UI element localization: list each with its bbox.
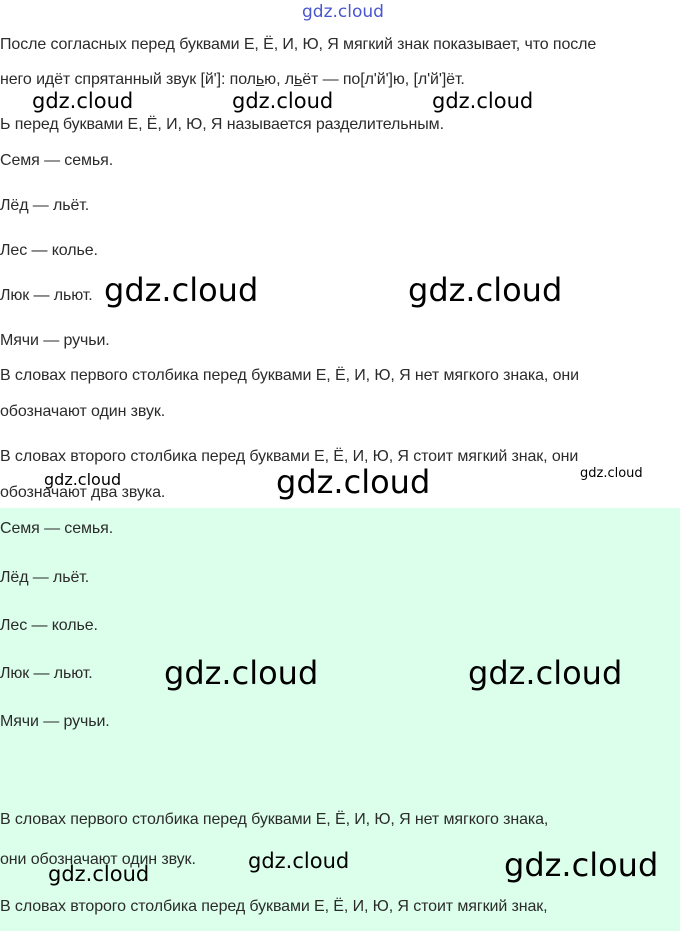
intro-text-b: ю, л [264, 71, 294, 88]
watermark: gdz.cloud [232, 89, 334, 113]
word-pair: Лес — колье. [0, 242, 98, 259]
intro-paragraph-line-3: Ь перед буквами Е, Ё, И, Ю, Я называется разделительным. [0, 116, 444, 133]
conclusion-second-line-2: обозначают два звука. [0, 484, 166, 501]
watermark-top: gdz.cloud [302, 2, 384, 22]
word-pair: Семя — семья. [0, 152, 114, 169]
answer-word-pair: Лёд — льёт. [0, 569, 90, 586]
answer-word-pair: Люк — льют. [0, 665, 93, 682]
watermark: gdz.cloud [164, 654, 319, 692]
word-pair: Мячи — ручьи. [0, 332, 110, 349]
intro-text-c: ёт — по[л'й']ю, [л'й']ёт. [302, 71, 465, 88]
watermark: gdz.cloud [32, 89, 134, 113]
watermark: gdz.cloud [468, 654, 623, 692]
answer-word-pair: Лес — колье. [0, 617, 98, 634]
conclusion-first-line-1: В словах первого столбика перед буквами Е, Ё, И, Ю, Я нет мягкого знака, они [0, 367, 579, 384]
conclusion-first-line-2: обозначают один звук. [0, 403, 166, 420]
underlined-soft-sign: ь [294, 71, 303, 88]
answer-first-line-1: В словах первого столбика перед буквами Е, Ё, И, Ю, Я нет мягкого знака, [0, 811, 549, 828]
watermark: gdz.cloud [408, 271, 563, 309]
watermark: gdz.cloud [48, 862, 150, 886]
watermark: gdz.cloud [44, 470, 122, 489]
word-pair: Лёд — льёт. [0, 197, 90, 214]
conclusion-second-line-1: В словах второго столбика перед буквами Е, Ё, И, Ю, Я стоит мягкий знак, они [0, 448, 579, 465]
watermark: gdz.cloud [580, 466, 643, 481]
watermark: gdz.cloud [432, 89, 534, 113]
underlined-soft-sign: ь [255, 71, 265, 88]
answer-word-pair: Мячи — ручьи. [0, 713, 110, 730]
answer-second-line-1: В словах второго столбика перед буквами Е, Ё, И, Ю, Я стоит мягкий знак, [0, 898, 548, 915]
answer-first-line-2: они обозначают один звук. [0, 851, 196, 868]
watermark: gdz.cloud [504, 846, 659, 884]
answer-word-pair: Семя — семья. [0, 520, 114, 537]
watermark: gdz.cloud [104, 271, 259, 309]
intro-text-a: него идёт спрятанный звук [й']: пол [0, 71, 256, 88]
watermark: gdz.cloud [248, 849, 350, 873]
word-pair: Люк — льют. [0, 287, 93, 304]
intro-paragraph-line-2 [0, 71, 465, 89]
intro-paragraph-line-1: После согласных перед буквами Е, Ё, И, Ю, Я мягкий знак показывает, что после [0, 36, 597, 53]
watermark: gdz.cloud [276, 463, 431, 501]
